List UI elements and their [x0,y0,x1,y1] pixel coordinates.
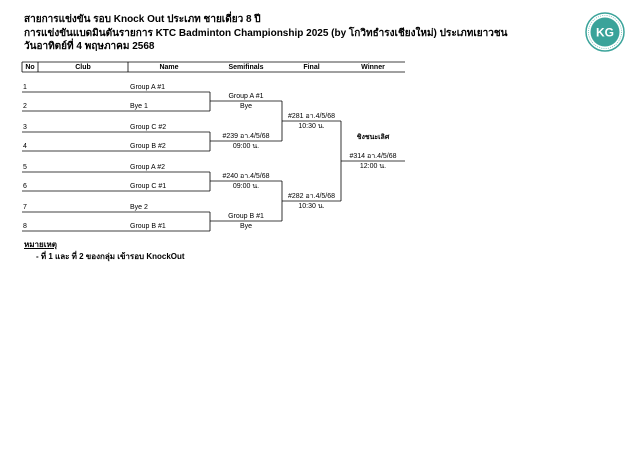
entry-name: Bye 2 [130,204,148,211]
winner-match-top: #314 อา.4/5/68 [349,153,397,160]
entry-name: Group C #1 [130,183,167,190]
championship-label: ชิงชนะเลิศ [356,134,390,141]
column-header-club: Club [75,64,91,71]
entry-name: Bye 1 [130,103,148,110]
tournament-subtitle: การแข่งขันแบดมินตันรายการ KTC Badminton Championship 2025 (by โกวิทธำรงเชียงใหม่) ประเภทเยาวชน [24,28,508,39]
entry-no: 1 [23,84,27,91]
entry-name: Group A #2 [130,164,166,171]
semifinal-3-top: #240 อา.4/5/68 [222,173,270,180]
notes-line: - ที่ 1 และ ที่ 2 ของกลุ่ม เข้ารอบ KnockOut [36,252,185,261]
column-header-semifinals: Semifinals [228,64,264,71]
page-title: สายการแข่งขัน รอบ Knock Out ประเภท ชายเดี่ยว 8 ปี [24,14,261,25]
semifinal-3-bottom: 09:00 น. [232,183,260,190]
semifinal-1-top: Group A #1 [228,93,264,100]
winner-match-bottom: 12:00 น. [359,163,387,170]
entry-name: Group B #2 [130,143,166,150]
semifinal-1-bottom: Bye [239,103,253,110]
entry-no: 3 [23,124,27,131]
entry-no: 8 [23,223,27,230]
final-1-top: #281 อา.4/5/68 [287,113,336,120]
semifinal-2-top: #239 อา.4/5/68 [222,133,270,140]
notes-title: หมายเหตุ [24,240,57,249]
logo-mark: KG [596,25,614,40]
final-2-bottom: 10:30 น. [298,203,325,210]
final-2-top: #282 อา.4/5/68 [287,193,336,200]
event-date: วันอาทิตย์ที่ 4 พฤษภาคม 2568 [24,41,155,52]
column-header-winner: Winner [361,64,385,71]
entry-name: Group A #1 [130,84,166,91]
entry-name: Group C #2 [130,124,167,131]
semifinal-4-bottom: Bye [239,223,253,230]
entry-name: Group B #1 [130,223,166,230]
entry-no: 7 [23,204,27,211]
semifinal-2-bottom: 09:00 น. [232,143,260,150]
entry-no: 5 [23,164,27,171]
column-header-final: Final [303,64,320,71]
entry-no: 2 [23,103,27,110]
column-header-name: Name [159,64,179,71]
column-header-no: No [25,64,35,71]
entry-no: 4 [23,143,27,150]
semifinal-4-top: Group B #1 [228,213,264,220]
entry-no: 6 [23,183,27,190]
final-1-bottom: 10:30 น. [298,123,325,130]
